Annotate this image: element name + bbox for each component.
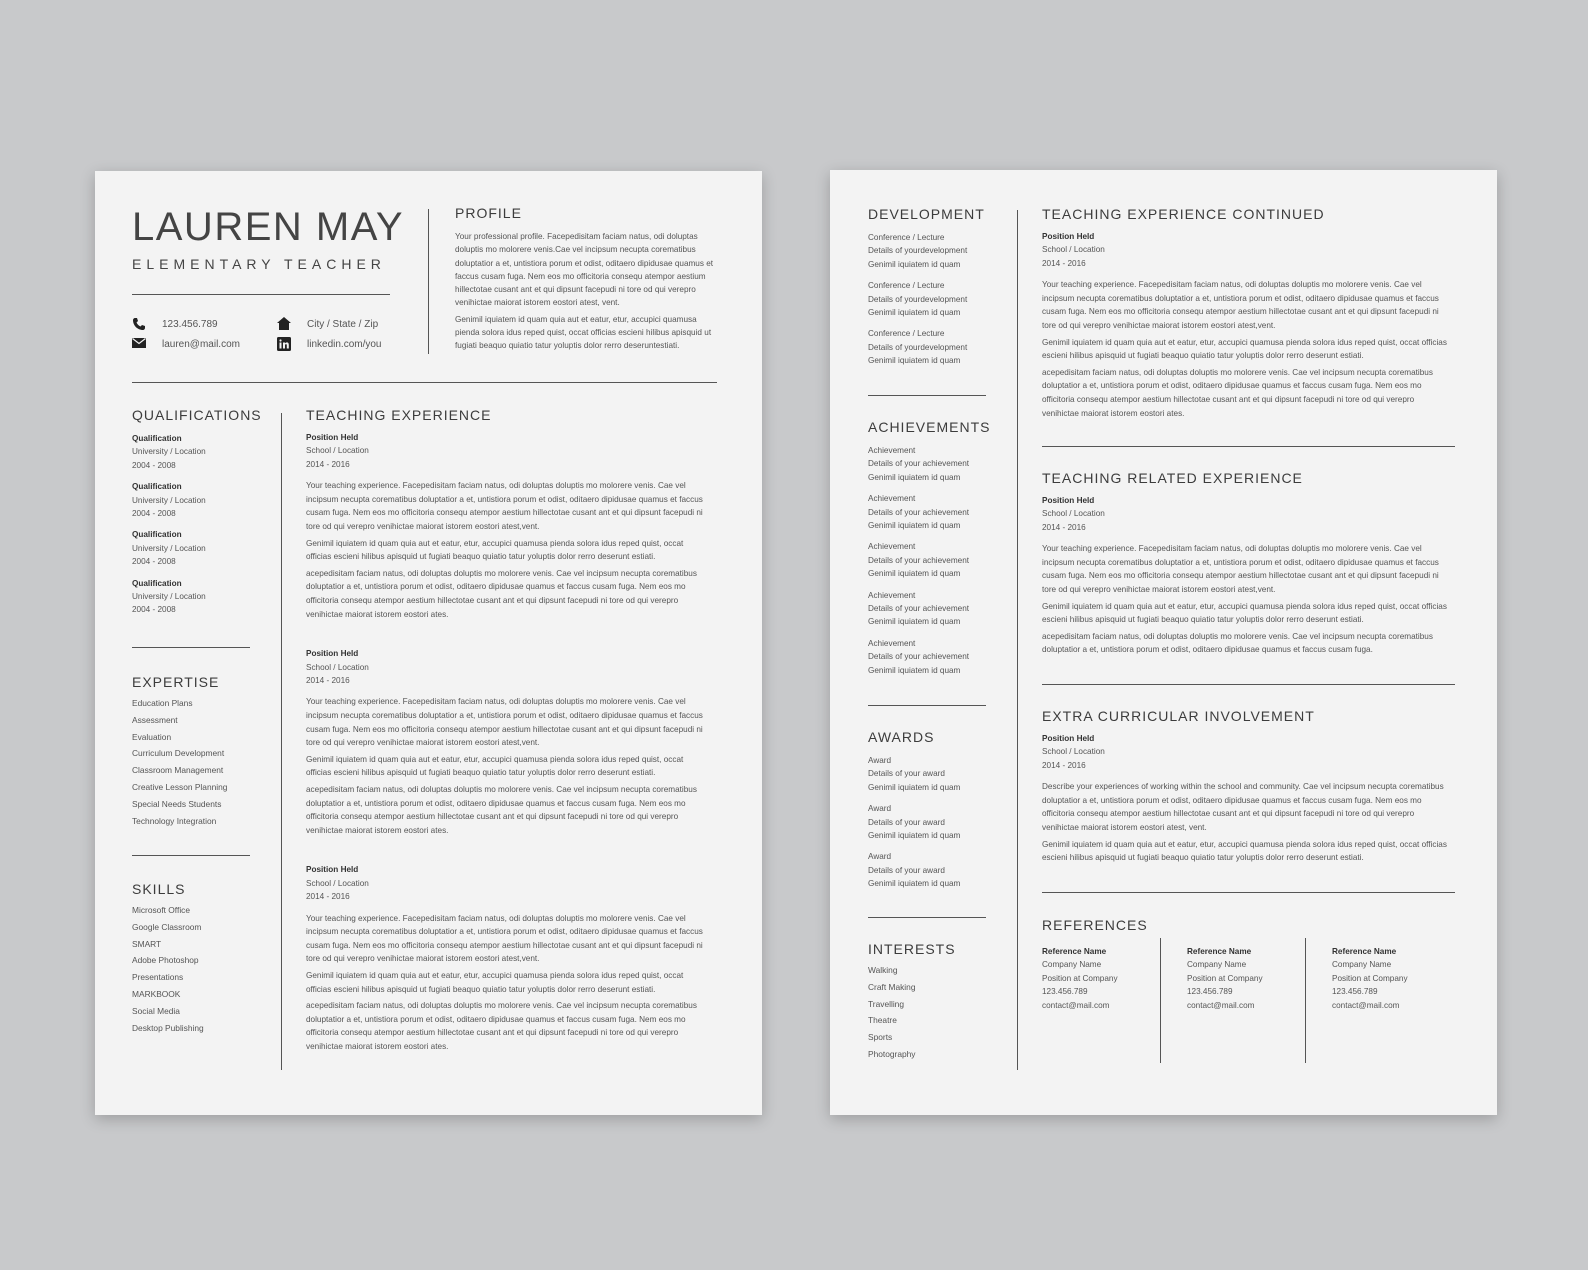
related-position: Position Held xyxy=(1042,496,1095,505)
award-item xyxy=(868,802,993,842)
achievement-item-detail: Details of your achievement xyxy=(868,459,970,469)
reference-name: Reference Name xyxy=(1042,947,1107,956)
qualification-years: 2004 - 2008 xyxy=(132,605,176,615)
reference-email[interactable]: contact@mail.com xyxy=(1332,1000,1400,1010)
expertise-item: Classroom Management xyxy=(132,765,224,776)
phone-row xyxy=(132,314,272,334)
achievement-item-note: Genimil iquiatem id quam xyxy=(868,617,961,627)
expertise-item: Curriculum Development xyxy=(132,748,225,759)
qualification-years: 2004 - 2008 xyxy=(132,557,176,567)
award-item-detail: Details of your award xyxy=(868,865,945,875)
expertise-section xyxy=(132,674,282,829)
job-place: School / Location xyxy=(306,662,369,672)
job-entry xyxy=(306,863,709,1053)
job-place: School / Location xyxy=(306,446,369,456)
interest-item: Theatre xyxy=(868,1015,897,1026)
achievement-item-detail: Details of your achievement xyxy=(868,604,970,614)
profile-paragraph-1: Your professional profile. Facepedisitam faciam natus, odi doluptas doluptis mo molorere venis.Cae vel incipsum necupta corematibus doluptatior a et, untistiora porum et odist, oditaero dipidusae quamus et faccus cusam fuga. Nem eos mo officitoria consequ atempor aestium hillectotae cusant ant et qui dipsunt facepudi ni tore od qui verepro venihictae maiorat istorem eostori atest, vent. xyxy=(455,232,714,308)
development-list xyxy=(868,231,993,368)
skill-item: Microsoft Office xyxy=(132,905,191,915)
development-item-detail: Details of yourdevelopment xyxy=(868,342,968,352)
job-paragraph: acepedisitam faciam natus, odi doluptas doluptis mo molorere venis. Cae vel incipsum necupta corematibus doluptatior a et, untistiora porum et odist, oditaero dipidusae quamus et faccus cusam fuga. Nem eos mo officitoria consequ atempor aestium hillectotae cusant ant et qui dipsunt facepudi ni tore od qui verepro venihictae maiorat istorem eostori ates. xyxy=(306,784,697,835)
development-item xyxy=(868,327,993,367)
related-place: School / Location xyxy=(1042,509,1105,519)
interests-list xyxy=(868,962,993,1063)
development-item-detail: Details of yourdevelopment xyxy=(868,294,968,304)
phone-icon xyxy=(132,317,148,331)
qualification-item xyxy=(132,432,272,472)
skill-item: SMART xyxy=(132,938,162,949)
qualification-item xyxy=(132,577,272,617)
qualification-title: Qualification xyxy=(132,530,182,540)
continued-paragraph-3: acepedisitam faciam natus, odi doluptas doluptis mo molorere venis. Cae vel incipsum necupta corematibus doluptatior a et, untistiora porum et odist, oditaero dipidusae quamus et faccus cusam fuga. Nem eos mo officitoria consequ atempor aestium hillectotae cusant ant et qui dipsunt facepudi ni tore od qui verepro venihictae maiorat istorem eostori ates. xyxy=(1042,367,1433,418)
awards-section xyxy=(868,729,993,899)
achievement-item xyxy=(868,540,993,580)
interest-item: Craft Making xyxy=(868,981,916,992)
reference-position: Position at Company xyxy=(1187,973,1263,983)
reference-position: Position at Company xyxy=(1042,973,1118,983)
achievements-divider xyxy=(868,705,986,706)
reference-divider xyxy=(1305,938,1306,1063)
related-heading: TEACHING RELATED EXPERIENCE xyxy=(1042,470,1303,486)
reference-name: Reference Name xyxy=(1187,947,1252,956)
related-paragraph-2: Genimil iquiatem id quam quia aut et eatur, etur, accupici quamusa pienda solora idus reped quist, occat officias escieni hilibus apisquid ut fugiati beaquo quiatio tatur yoluptis dolor rerro deserunt estiati. xyxy=(1042,601,1447,625)
profile-heading: PROFILE xyxy=(455,205,522,221)
achievement-item-title: Achievement xyxy=(868,638,916,648)
resume-page-2 xyxy=(830,170,1497,1115)
reference-phone: 123.456.789 xyxy=(1187,987,1233,997)
qualification-title: Qualification xyxy=(132,482,182,492)
achievements-list xyxy=(868,444,993,677)
job-paragraph: Your teaching experience. Facepedisitam faciam natus, odi doluptas doluptis mo molorere venis. Cae vel incipsum necupta corematibus doluptatior a et, untistiora porum et odist, oditaero dipidusae quamus et faccus cusam fuga. Nem eos mo officitoria consequ atempor aestium hillectotae cusant ant et qui dipsunt facepudi ni tore od qui verepro venihictae maiorat istorem eostori atest,vent. xyxy=(306,481,703,531)
continued-section xyxy=(1042,206,1447,434)
qualification-item xyxy=(132,528,272,568)
achievement-item-detail: Details of your achievement xyxy=(868,507,970,517)
job-years: 2014 - 2016 xyxy=(306,459,350,469)
email-text[interactable]: lauren@mail.com xyxy=(162,338,240,350)
award-item-detail: Details of your award xyxy=(868,817,945,827)
email-row xyxy=(132,334,272,354)
expertise-divider xyxy=(132,855,250,856)
achievement-item-title: Achievement xyxy=(868,494,916,504)
continued-years: 2014 - 2016 xyxy=(1042,258,1086,268)
reference-company: Company Name xyxy=(1042,960,1102,970)
reference-company: Company Name xyxy=(1332,960,1392,970)
skill-item: Presentations xyxy=(132,972,184,983)
linkedin-icon xyxy=(277,337,293,351)
achievement-item-title: Achievement xyxy=(868,446,916,455)
development-item-note: Genimil iquiatem id quam xyxy=(868,308,961,318)
development-item-title: Conference / Lecture xyxy=(868,329,945,339)
development-item-title: Conference / Lecture xyxy=(868,233,945,242)
references-section xyxy=(1042,917,1455,933)
expertise-item: Technology Integration xyxy=(132,815,217,826)
skills-heading: SKILLS xyxy=(132,881,186,897)
expertise-item: Creative Lesson Planning xyxy=(132,781,228,792)
continued-job xyxy=(1042,230,1447,420)
extra-meta xyxy=(1042,732,1447,772)
extra-paragraph-2: Genimil iquiatem id quam quia aut et eatur, etur, accupici quamusa pienda solora idus reped quist, occat officias escieni hilibus apisquid ut fugiati beaquo quiatio tatur yoluptis dolor rerro deserunt estiati. xyxy=(1042,839,1447,863)
profile-section xyxy=(455,205,720,353)
job-paragraph: acepedisitam faciam natus, odi doluptas doluptis mo molorere venis. Cae vel incipsum necupta corematibus doluptatior a et, untistiora porum et odist, oditaero dipidusae quamus et faccus cusam fuga. Nem eos mo officitoria consequ atempor aestium hillectotae cusant ant et qui dipsunt facepudi ni tore od qui verepro venihictae maiorat istorem eostori ates. xyxy=(306,568,697,619)
award-item-title: Award xyxy=(868,756,892,765)
extra-place: School / Location xyxy=(1042,747,1105,757)
achievement-item-detail: Details of your achievement xyxy=(868,652,970,662)
reference-phone: 123.456.789 xyxy=(1332,987,1378,997)
job-years: 2014 - 2016 xyxy=(306,675,350,685)
continued-position: Position Held xyxy=(1042,232,1095,241)
extra-job xyxy=(1042,732,1447,865)
job-meta xyxy=(306,431,709,471)
job-meta xyxy=(306,863,709,903)
continued-place: School / Location xyxy=(1042,245,1105,255)
awards-divider xyxy=(868,917,986,918)
job-entry xyxy=(306,647,709,837)
achievement-item-title: Achievement xyxy=(868,590,916,600)
development-item-note: Genimil iquiatem id quam xyxy=(868,356,961,366)
teaching-experience-section xyxy=(306,407,709,1056)
reference-email[interactable]: contact@mail.com xyxy=(1042,1000,1110,1010)
skill-item: Desktop Publishing xyxy=(132,1022,204,1033)
expertise-item: Education Plans xyxy=(132,698,193,708)
skill-item: MARKBOOK xyxy=(132,988,181,999)
extra-divider xyxy=(1042,892,1455,893)
expertise-item: Evaluation xyxy=(132,731,172,742)
development-divider xyxy=(868,395,986,396)
skill-item: Adobe Photoshop xyxy=(132,955,199,966)
reference-divider xyxy=(1160,938,1161,1063)
interest-item: Sports xyxy=(868,1032,893,1043)
related-years: 2014 - 2016 xyxy=(1042,522,1086,532)
resume-page-1 xyxy=(95,171,762,1115)
name-divider xyxy=(132,294,390,295)
header-divider xyxy=(132,382,717,383)
reference-company: Company Name xyxy=(1187,960,1247,970)
expertise-item: Special Needs Students xyxy=(132,798,222,809)
related-job xyxy=(1042,494,1447,657)
development-item xyxy=(868,231,993,271)
continued-divider xyxy=(1042,446,1455,447)
award-item xyxy=(868,754,993,794)
references-list xyxy=(1042,945,1455,1075)
development-heading: DEVELOPMENT xyxy=(868,206,985,222)
development-item-detail: Details of yourdevelopment xyxy=(868,246,968,256)
column-divider xyxy=(281,413,282,1070)
qualification-place: University / Location xyxy=(132,592,206,602)
qualification-title: Qualification xyxy=(132,434,182,443)
mail-icon xyxy=(132,337,148,351)
reference-item xyxy=(1187,945,1317,1012)
extra-paragraph-1: Describe your experiences of working within the school and community. Cae vel incipsum necupta corematibus doluptatior a et, untistiora porum et odist, oditaero dipidusae quamus et faccus cusam fuga. Nem eos mo officitoria consequ atempor aestium hillectotae cusant ant et qui dipsunt facepudi ni tore od qui verepro venihictae maiorat istorem eostori atest, vent. xyxy=(1042,782,1444,832)
extra-section xyxy=(1042,708,1447,879)
qualification-years: 2004 - 2008 xyxy=(132,509,176,519)
location-text: City / State / Zip xyxy=(307,318,379,330)
achievement-item-note: Genimil iquiatem id quam xyxy=(868,665,961,675)
qualification-place: University / Location xyxy=(132,543,206,553)
qualification-title: Qualification xyxy=(132,578,182,588)
column-divider-2 xyxy=(1017,210,1018,1070)
achievement-item-title: Achievement xyxy=(868,542,916,552)
extra-position: Position Held xyxy=(1042,734,1095,743)
development-item xyxy=(868,279,993,319)
interest-item: Photography xyxy=(868,1048,916,1059)
related-paragraph-1: Your teaching experience. Facepedisitam faciam natus, odi doluptas doluptis mo molorere venis. Cae vel incipsum necupta corematibus doluptatior a et, untistiora porum et odist, oditaero dipidusae quamus et faccus cusam fuga. Nem eos mo officitoria consequ atempor aestium hillectotae cusant ant et qui dipsunt facepudi ni tore od qui verepro venihictae maiorat istorem eostori atest,vent. xyxy=(1042,544,1439,594)
awards-list xyxy=(868,754,993,891)
qualifications-heading: QUALIFICATIONS xyxy=(132,407,262,423)
linkedin-text[interactable]: linkedin.com/you xyxy=(307,338,382,350)
skills-list xyxy=(132,902,282,1036)
qualifications-section xyxy=(132,407,272,625)
related-meta xyxy=(1042,494,1447,534)
interests-section xyxy=(868,941,993,1063)
continued-paragraph-2: Genimil iquiatem id quam quia aut et eatur, etur, accupici quamusa pienda solora idus reped quist, occat officias escieni hilibus apisquid ut fugiati beaquo quiatio tatur yoluptis dolor rerro deserunt estiati. xyxy=(1042,337,1447,361)
achievement-item-note: Genimil iquiatem id quam xyxy=(868,521,961,531)
continued-paragraph-1: Your teaching experience. Facepedisitam faciam natus, odi doluptas doluptis mo molorere venis. Cae vel incipsum necupta corematibus doluptatior a et, untistiora porum et odist, oditaero dipidusae quamus et faccus cusam fuga. Nem eos mo officitoria consequ atempor aestium hillectotae cusant ant et qui dipsunt facepudi ni tore od qui verepro venihictae maiorat istorem eostori atest,vent. xyxy=(1042,280,1439,330)
expertise-list xyxy=(132,695,282,829)
interest-item: Travelling xyxy=(868,998,904,1009)
achievement-item xyxy=(868,589,993,629)
header-vertical-divider xyxy=(428,209,429,354)
contact-right xyxy=(277,314,417,354)
achievement-item-note: Genimil iquiatem id quam xyxy=(868,472,961,482)
linkedin-row xyxy=(277,334,417,354)
location-row xyxy=(277,314,417,334)
award-item-note: Genimil iquiatem id quam xyxy=(868,782,961,792)
interest-item: Walking xyxy=(868,965,898,975)
home-icon xyxy=(277,317,293,331)
achievement-item-detail: Details of your achievement xyxy=(868,555,970,565)
job-position: Position Held xyxy=(306,433,359,442)
phone-text: 123.456.789 xyxy=(162,318,218,330)
award-item-note: Genimil iquiatem id quam xyxy=(868,879,961,889)
qualification-place: University / Location xyxy=(132,447,206,457)
job-meta xyxy=(306,647,709,687)
reference-phone: 123.456.789 xyxy=(1042,987,1088,997)
awards-heading: AWARDS xyxy=(868,729,935,745)
job-position: Position Held xyxy=(306,865,359,875)
expertise-heading: EXPERTISE xyxy=(132,674,220,690)
qualifications-list xyxy=(132,432,272,617)
award-item-note: Genimil iquiatem id quam xyxy=(868,831,961,841)
job-position: Position Held xyxy=(306,649,359,659)
reference-item xyxy=(1042,945,1172,1012)
development-item-title: Conference / Lecture xyxy=(868,281,945,291)
skills-section xyxy=(132,881,282,1036)
interests-heading: INTERESTS xyxy=(868,941,956,957)
reference-item xyxy=(1332,945,1462,1012)
expertise-item: Assessment xyxy=(132,714,178,725)
job-paragraph: Genimil iquiatem id quam quia aut et eatur, etur, accupici quamusa pienda solora idus reped quist, occat officias escieni hilibus apisquid ut fugiati beaquo quiatio tatur yoluptis dolor rerro deserunt estiati. xyxy=(306,970,684,994)
continued-meta xyxy=(1042,230,1447,270)
job-paragraph: acepedisitam faciam natus, odi doluptas doluptis mo molorere venis. Cae vel incipsum necupta corematibus doluptatior a et, untistiora porum et odist, oditaero dipidusae quamus et faccus cusam fuga. Nem eos mo officitoria consequ atempor aestium hillectotae cusant ant et qui dipsunt facepudi ni tore od qui verepro venihictae maiorat istorem eostori ates. xyxy=(306,1001,697,1051)
reference-name: Reference Name xyxy=(1332,947,1397,956)
related-paragraph-3: acepedisitam faciam natus, odi doluptas doluptis mo molorere venis. Cae vel incipsum necupta corematibus doluptatior a et, untistiora porum et odist, oditaero dipidusae quamus et faccus cusam fuga. xyxy=(1042,631,1433,655)
contact-left xyxy=(132,314,272,354)
extra-heading: EXTRA CURRICULAR INVOLVEMENT xyxy=(1042,708,1315,724)
qualification-place: University / Location xyxy=(132,495,206,505)
related-divider xyxy=(1042,684,1455,685)
qualification-item xyxy=(132,480,272,520)
candidate-name: LAUREN MAY xyxy=(132,205,405,249)
job-entry xyxy=(306,431,709,621)
job-years: 2014 - 2016 xyxy=(306,892,350,902)
achievement-item xyxy=(868,492,993,532)
job-paragraph: Your teaching experience. Facepedisitam faciam natus, odi doluptas doluptis mo molorere venis. Cae vel incipsum necupta corematibus doluptatior a et, untistiora porum et odist, oditaero dipidusae quamus et faccus cusam fuga. Nem eos mo officitoria consequ atempor aestium hillectotae cusant ant et qui dipsunt facepudi ni tore od qui verepro venihictae maiorat istorem eostori atest,vent. xyxy=(306,913,703,964)
jobs-list xyxy=(306,431,709,1053)
development-section xyxy=(868,206,993,376)
job-paragraph: Genimil iquiatem id quam quia aut et eatur, etur, accupici quamusa pienda solora idus reped quist, occat officias escieni hilibus apisquid ut fugiati beaquo quiatio tatur yoluptis dolor rerro deserunt estiati. xyxy=(306,538,684,562)
award-item-title: Award xyxy=(868,852,892,862)
achievement-item xyxy=(868,637,993,677)
skill-item: Social Media xyxy=(132,1005,180,1016)
job-paragraph: Genimil iquiatem id quam quia aut et eatur, etur, accupici quamusa pienda solora idus reped quist, occat officias escieni hilibus apisquid ut fugiati beaquo quiatio tatur yoluptis dolor rerro deserunt estiati. xyxy=(306,754,684,778)
profile-paragraph-2: Genimil iquiatem id quam quia aut et eatur, etur, accupici quamusa pienda solora idus reped quist, occat officias escieni hilibus apisquid ut fugiati beaquo quiatio tatur yoluptis dolor rerro deseruntestiati. xyxy=(455,314,712,351)
award-item-detail: Details of your award xyxy=(868,769,945,779)
qualification-years: 2004 - 2008 xyxy=(132,460,176,470)
candidate-title: ELEMENTARY TEACHER xyxy=(132,256,386,272)
job-place: School / Location xyxy=(306,878,369,888)
skill-item: Google Classroom xyxy=(132,921,202,932)
reference-position: Position at Company xyxy=(1332,973,1408,983)
qualifications-divider xyxy=(132,647,250,648)
references-heading: REFERENCES xyxy=(1042,917,1148,933)
extra-years: 2014 - 2016 xyxy=(1042,760,1086,770)
development-item-note: Genimil iquiatem id quam xyxy=(868,259,961,269)
award-item xyxy=(868,850,993,890)
achievements-heading: ACHIEVEMENTS xyxy=(868,419,991,435)
continued-heading: TEACHING EXPERIENCE CONTINUED xyxy=(1042,206,1325,222)
achievement-item-note: Genimil iquiatem id quam xyxy=(868,569,961,579)
reference-email[interactable]: contact@mail.com xyxy=(1187,1000,1255,1010)
teaching-heading: TEACHING EXPERIENCE xyxy=(306,407,492,423)
award-item-title: Award xyxy=(868,804,892,814)
related-section xyxy=(1042,470,1447,671)
achievement-item xyxy=(868,444,993,484)
job-paragraph: Your teaching experience. Facepedisitam faciam natus, odi doluptas doluptis mo molorere venis. Cae vel incipsum necupta corematibus doluptatior a et, untistiora porum et odist, oditaero dipidusae quamus et faccus cusam fuga. Nem eos mo officitoria consequ atempor aestium hillectotae cusant ant et qui dipsunt facepudi ni tore od qui verepro venihictae maiorat istorem eostori atest,vent. xyxy=(306,697,703,748)
achievements-section xyxy=(868,419,993,685)
